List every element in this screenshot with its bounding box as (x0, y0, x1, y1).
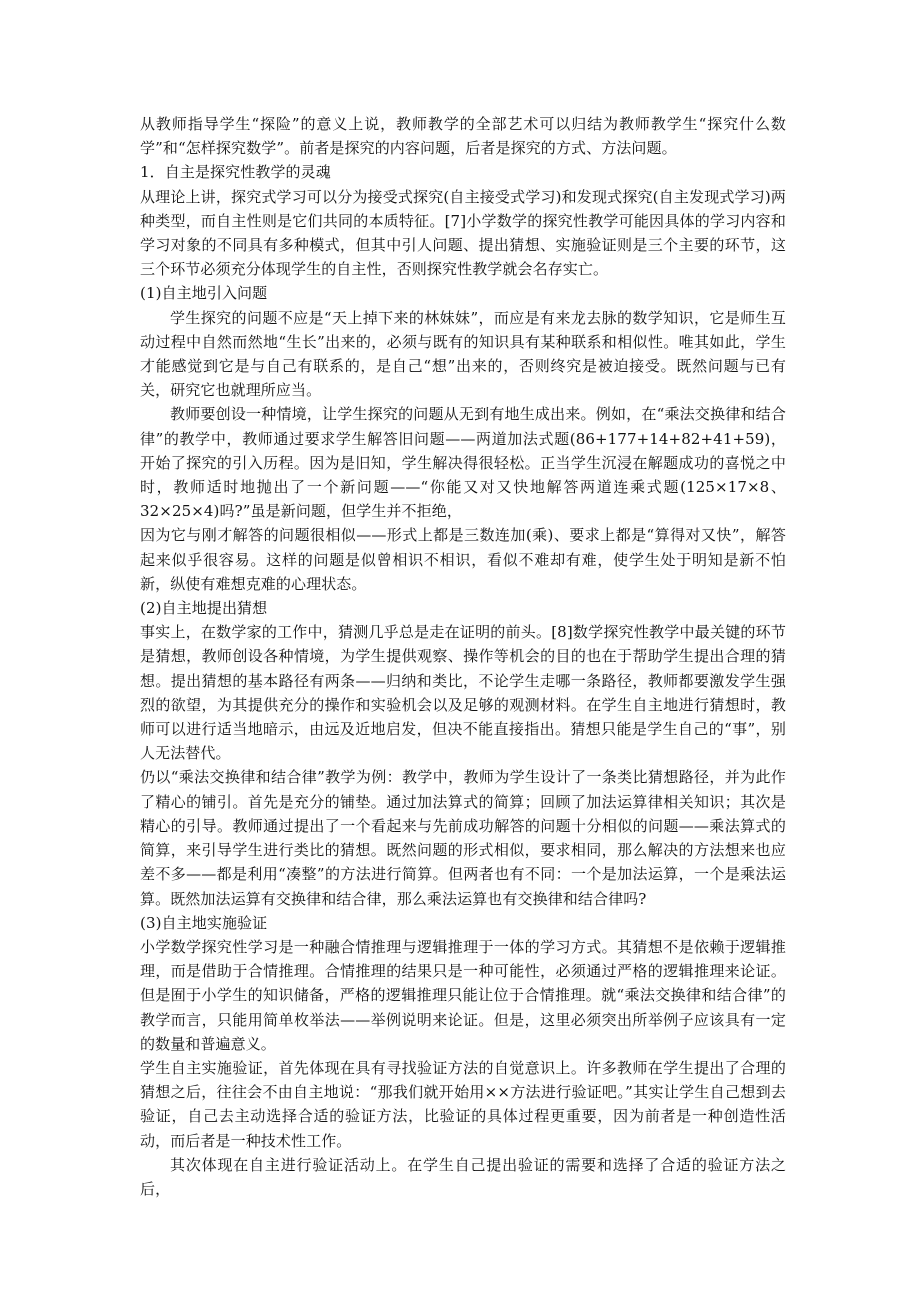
body-paragraph: 仍以“乘法交换律和结合律”教学为例：教学中，教师为学生设计了一条类比猜想路径，并为此作了精心的铺引。首先是充分的铺垫。通过加法算式的简算；回顾了加法运算律相关知识；其次是精心的引导。教师通过提出了一个看起来与先前成功解答的问题十分相似的问题——乘法算式的简算，来引导学生进行类比的猜想。既然问题的形式相似，要求相同，那么解决的方法想来也应差不多——都是利用“凑整”的方法进行简算。但两者也有不同：一个是加法运算，一个是乘法运算。既然加法运算有交换律和结合律，那么乘法运算也有交换律和结合律吗? (140, 768, 786, 908)
body-paragraph: 学生探究的问题不应是“天上掉下来的林妹妹”，而应是有来龙去脉的数学知识，它是师生互动过程中自然而然地“生长”出来的，必须与既有的知识具有某种联系和相似性。唯其如此，学生才能感觉到它是与自己有联系的，是自己“想”出来的，否则终究是被迫接受。既然问题与已有关，研究它也就理所应当。 (140, 308, 786, 400)
body-paragraph: 事实上，在数学家的工作中，猜测几乎总是走在证明的前头。[8]数学探究性教学中最关键的环节是猜想，教师创设各种情境，为学生提供观察、操作等机会的目的也在于帮助学生提出合理的猜想。提出猜想的基本路径有两条——归纳和类比，不论学生走哪一条路径，教师都要激发学生强烈的欲望，为其提供充分的操作和实验机会以及足够的观测材料。在学生自主地进行猜想时，教师可以进行适当地暗示，由远及近地启发，但决不能直接指出。猜想只能是学生自己的“事”，别人无法替代。 (140, 623, 786, 763)
body-paragraph: 小学数学探究性学习是一种融合情推理与逻辑推理于一体的学习方式。其猜想不是依赖于逻辑推理，而是借助于合情推理。合情推理的结果只是一种可能性，必须通过严格的逻辑推理来论证。但是囿于小学生的知识储备，严格的逻辑推理只能让位于合情推理。就“乘法交换律和结合律”的教学而言，只能用简单枚举法——举例说明来论证。但是，这里必须突出所举例子应该具有一定的数量和普遍意义。 (140, 937, 786, 1053)
body-paragraph: 其次体现在自主进行验证活动上。在学生自己提出验证的需要和选择了合适的验证方法之后， (140, 1155, 786, 1198)
section-heading: 1．自主是探究性教学的灵魂 (140, 163, 331, 182)
body-paragraph: 因为它与刚才解答的问题很相似——形式上都是三数连加(乘)、要求上都是“算得对又快”，解答起来似乎很容易。这样的问题是似曾相识不相识，看似不难却有难，使学生处于明知是新不怕新，纵使有难想克难的心理状态。 (140, 526, 786, 593)
body-paragraph: 从理论上讲，探究式学习可以分为接受式探究(自主接受式学习)和发现式探究(自主发现式学习)两种类型，而自主性则是它们共同的本质特征。[7]小学数学的探究性教学可能因具体的学习内容和学习对象的不同具有多种模式，但其中引人问题、提出猜想、实施验证则是三个主要的环节，这三个环节必须充分体现学生的自主性，否则探究性教学就会名存实亡。 (140, 187, 786, 279)
section-heading: (1)自主地引入问题 (140, 284, 268, 303)
body-paragraph: 学生自主实施验证，首先体现在具有寻找验证方法的自觉意识上。许多教师在学生提出了合理的猜想之后，往往会不由自主地说：“那我们就开始用××方法进行验证吧。”其实让学生自己想到去验证，自己去主动选择合适的验证方法，比验证的具体过程更重要，因为前者是一种创造性活动，而后者是一种技术性工作。 (140, 1058, 786, 1150)
section-heading: (2)自主地提出猜想 (140, 599, 268, 618)
section-heading: (3)自主地实施验证 (140, 913, 268, 932)
document-page (140, 112, 786, 1201)
body-paragraph: 从教师指导学生“探险”的意义上说，教师教学的全部艺术可以归结为教师教学生“探究什么数学”和“怎样探究数学”。前者是探究的内容问题，后者是探究的方式、方法问题。 (140, 115, 786, 158)
body-paragraph: 教师要创设一种情境，让学生探究的问题从无到有地生成出来。例如，在“乘法交换律和结合律”的教学中，教师通过要求学生解答旧问题——两道加法式题(86+177+14+82+41+59)，开始了探究的引入历程。因为是旧知，学生解决得很轻松。正当学生沉浸在解题成功的喜悦之中时，教师适时地抛出了一个新问题——“你能又对又快地解答两道连乘式题(125×17×8、32×25×4)吗?”虽是新问题，但学生并不拒绝， (140, 405, 786, 521)
